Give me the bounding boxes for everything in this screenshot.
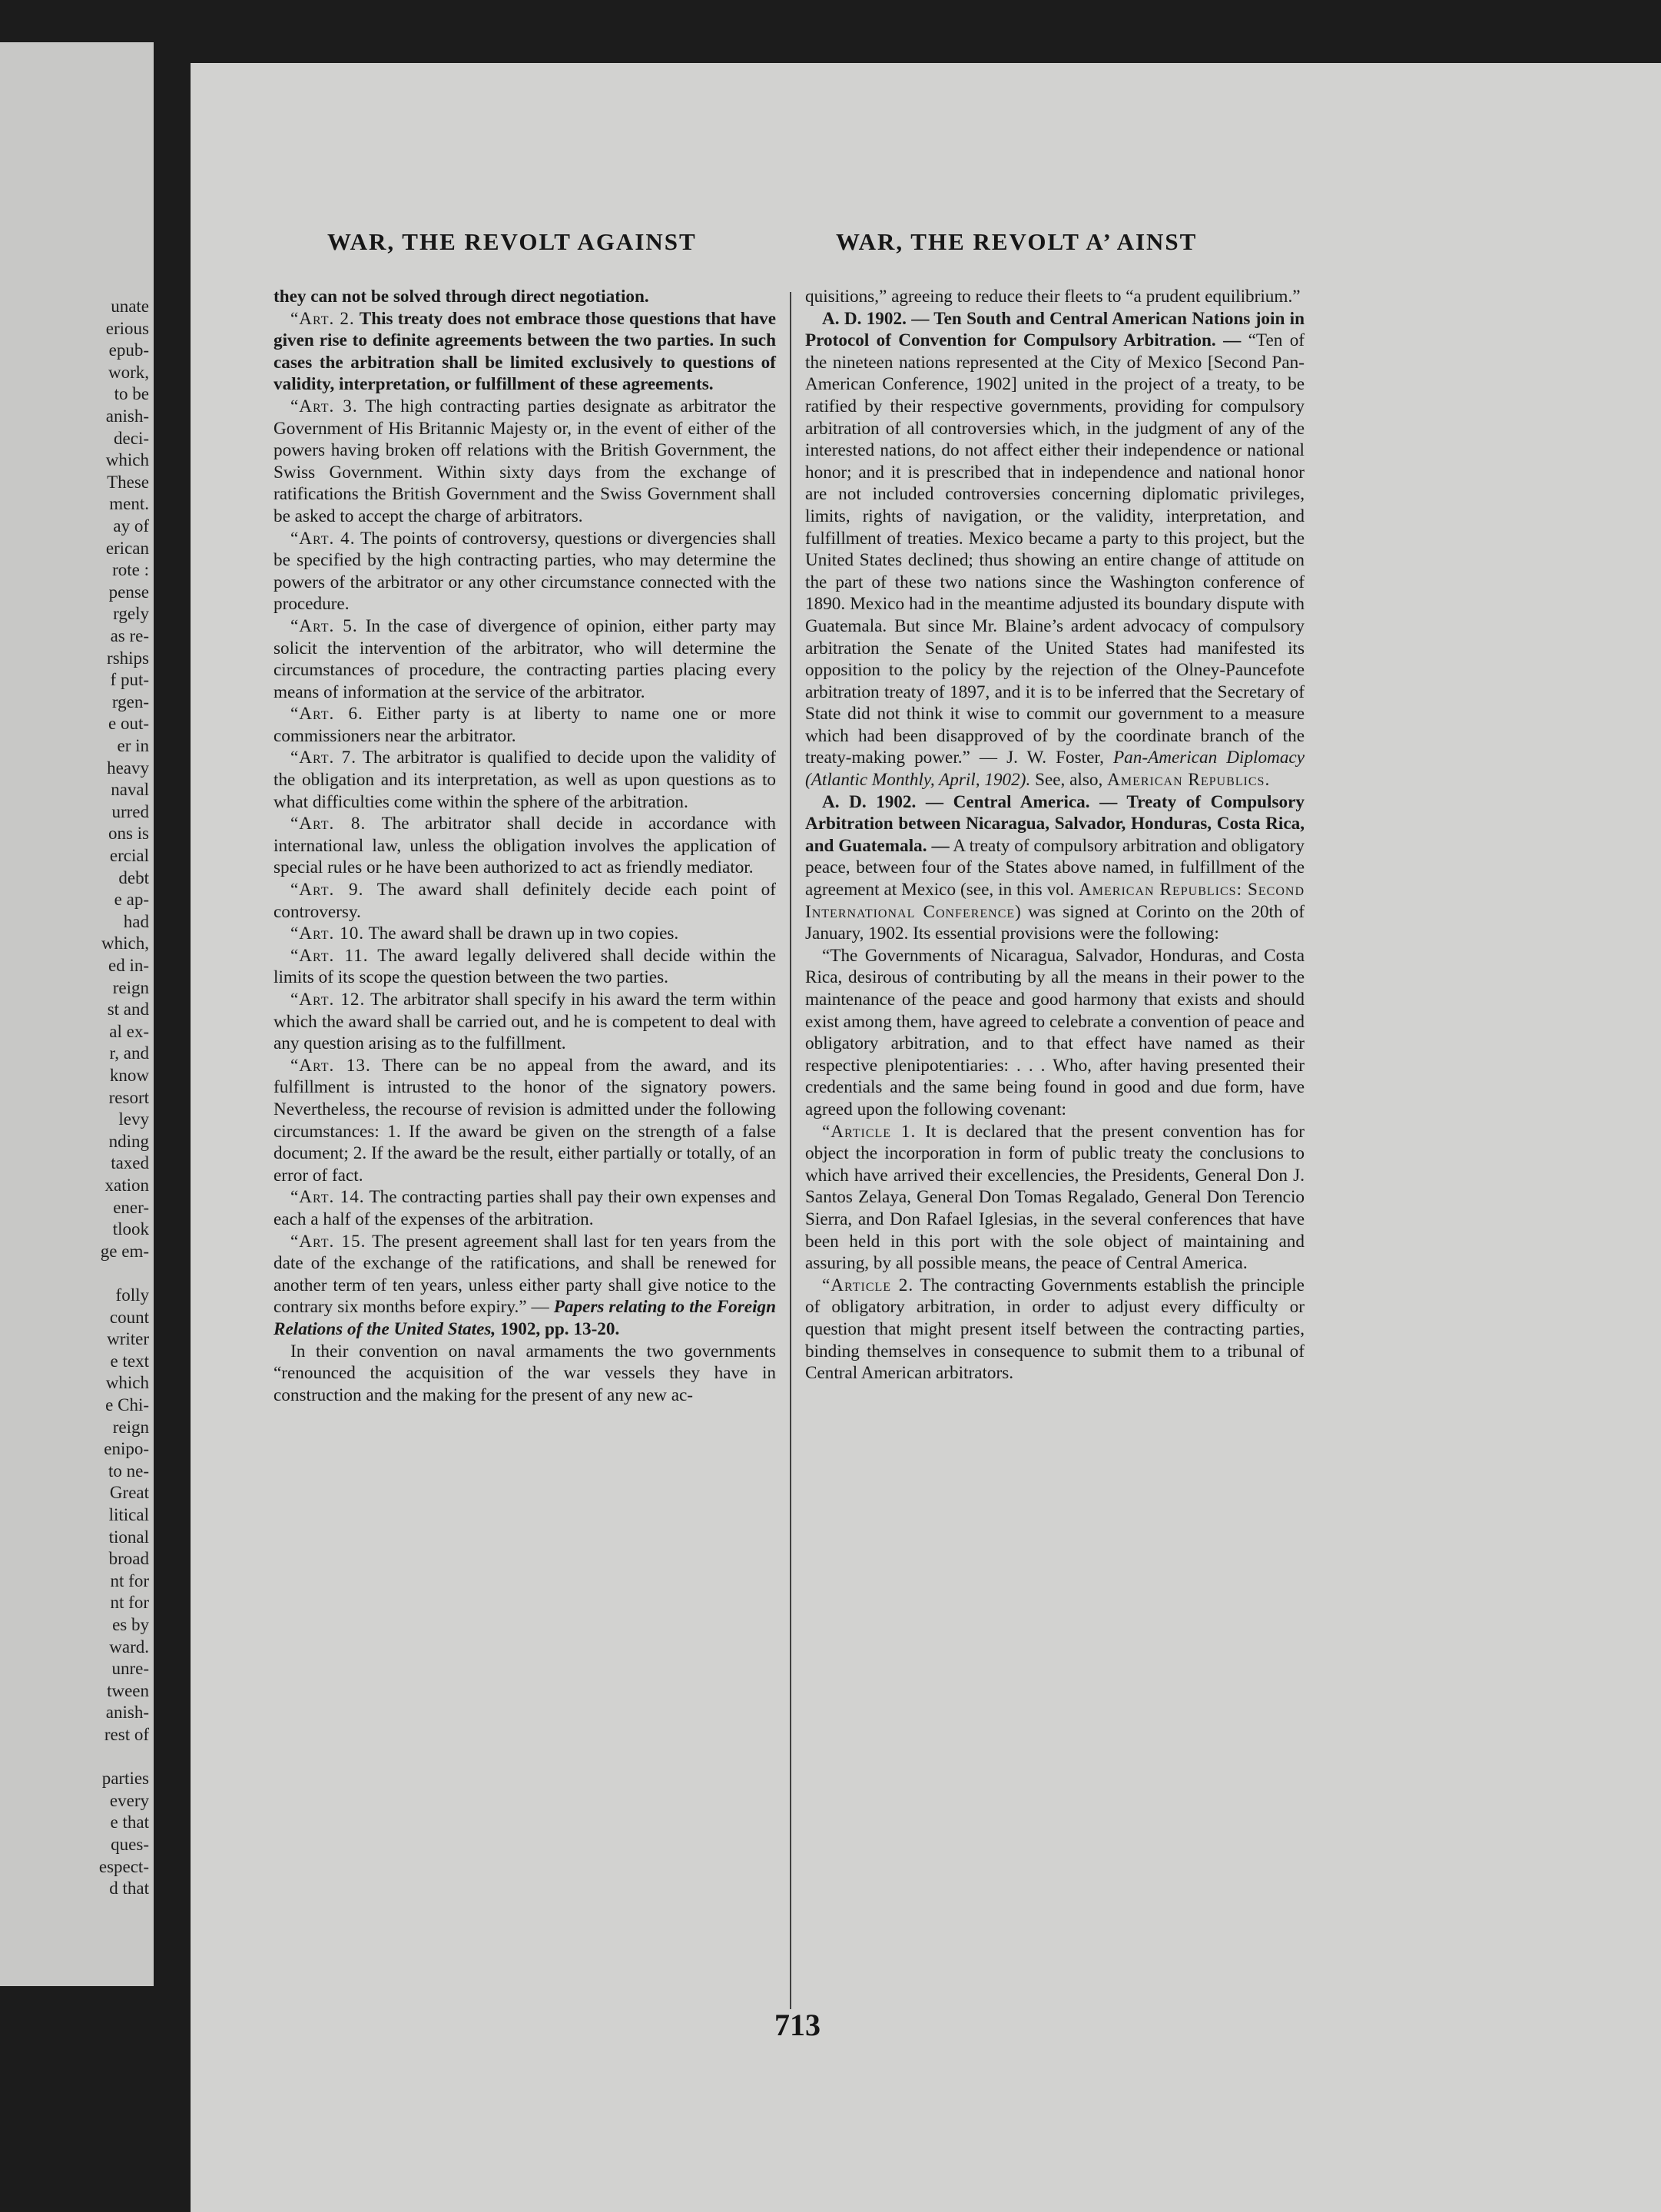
- running-head-left: WAR, THE REVOLT AGAINST: [327, 228, 697, 255]
- facing-page-line: deci-: [114, 428, 149, 448]
- article-6: [274, 703, 776, 747]
- facing-page-line: ward.: [109, 1637, 149, 1657]
- facing-page-line: nt for: [110, 1593, 149, 1613]
- facing-page-line: rest of: [104, 1725, 149, 1744]
- facing-page-line: heavy: [107, 758, 149, 778]
- quoted-preamble: “The Governments of Nicaragua, Salvador, Honduras, and Costa Rica, desirous of contributing by all the means in their power to the maintenance of the peace and good harmony that exists and should exist among them, have agreed to celebrate a convention of peace and obligatory arbitration, and to that effect have named as their respective plenipotentiaries: . . . Who, after having presented their credentials and the same being found in good and due form, have agreed upon the following covenant:: [805, 945, 1305, 1119]
- cross-reference: American Republics: Second International Conference: [805, 880, 1305, 922]
- article-label: “Article 1.: [822, 1121, 917, 1142]
- facing-page-line: to be: [114, 384, 149, 404]
- facing-page-line: levy: [118, 1109, 149, 1129]
- article-text: In the case of divergence of opinion, either party may solicit the intervention of the arbitrator, who will determine the circumstances of procedure, the contracting parties placing every means of information at the service of the arbitrator.: [274, 615, 776, 702]
- article-text: There can be no appeal from the award, and its fulfillment is intrusted to the honor of the signatory powers. Nevertheless, the recourse of revision is admitted under the following circumstances: 1. If the award be given on the strength of a false document; 2. If the award be the result, either partially or totally, of an error of fact.: [274, 1055, 776, 1186]
- article-label: “Article 2.: [822, 1275, 914, 1295]
- article-14: [274, 1186, 776, 1230]
- facing-page-line: e that: [110, 1812, 149, 1832]
- facing-page-line: unre-: [111, 1659, 149, 1679]
- article-11: [274, 945, 776, 989]
- facing-page-line: which: [105, 450, 149, 470]
- article-label: “Art. 10.: [290, 924, 365, 944]
- facing-page-line: nt for: [110, 1570, 149, 1590]
- article-label: “Art. 3.: [290, 396, 358, 416]
- facing-page-line: anish-: [105, 1703, 149, 1723]
- article-label: “Art. 5.: [290, 615, 358, 636]
- article-label: “Art. 6.: [290, 704, 363, 725]
- article-10: [274, 923, 776, 945]
- article-label: “Art. 9.: [290, 880, 364, 900]
- facing-page-line: writer: [107, 1329, 149, 1349]
- facing-page-line: st and: [107, 1000, 149, 1020]
- facing-page-line: rote :: [112, 560, 149, 580]
- column-divider: [790, 292, 791, 2009]
- facing-page-line: xation: [104, 1176, 149, 1195]
- entry-heading: A. D. 1902. — Central America. — Treaty of Compulsory Arbitration between Nicaragua, Salvador, Honduras, Costa Rica, and Guatemala. —: [805, 791, 1305, 856]
- facing-page-line: broad: [108, 1549, 149, 1569]
- facing-page-line: rgely: [113, 604, 149, 624]
- article-text: The present agreement shall last for ten years from the date of the exchange of the ratifications, and shall be renewed for another term of ten years, unless either party shall give notice to the contrary six months before expiry.” —: [274, 1231, 776, 1318]
- article-label: “Art. 4.: [290, 528, 356, 549]
- citation-pages: 1902, pp. 13-20.: [500, 1318, 620, 1339]
- article-text: The points of controversy, questions or divergencies shall be specified by the high contracting parties, who may determine the powers of the arbitrator or any other circumstance connected with the procedure.: [274, 528, 776, 615]
- article-8: [274, 813, 776, 879]
- facing-page-line: es by: [112, 1615, 149, 1634]
- facing-page-line: litical: [108, 1505, 149, 1524]
- entry-text: “Ten of the nineteen nations represented at the City of Mexico [Second Pan-American Conference, 1902] united in the project of a treaty, to be ratified by their respective governments, providing for compulsory arbitration of all controversies which, in the judgment of any of the interested nations, do not affect either their independence or national honor; and it is prescribed that in independence and national honor are not included controversies concerning diplomatic privileges, limits, rights of navigation, or the validity, interpretation, and fulfillment of treaties. Mexico became a party to this project, but the United States declined; thus showing an entire change of attitude on the part of these two nations since the Washington conference of 1890. Mexico had in the meantime adjusted its boundary dispute with Guatemala. But since Mr. Blaine’s ardent advocacy of compulsory arbitration the Senate of the United States had manifested its opposition to the policy by the rejection of the Olney-Pauncefote arbitration treaty of 1897, and it is to be inferred that the Secretary of State did not think it wise to commit our government to a measure which had been disapproved of by the coordinate branch of the treaty-making power.” — J. W. Foster,: [805, 330, 1305, 768]
- facing-page-line: reign: [112, 1417, 149, 1437]
- facing-page-line: folly: [115, 1285, 149, 1305]
- entry-1902-central-america: [805, 791, 1305, 945]
- facing-page-line: had: [123, 911, 149, 931]
- facing-page-line: which,: [101, 934, 149, 953]
- facing-page-line: rgen-: [111, 691, 149, 711]
- running-head-right: WAR, THE REVOLT A’ AINST: [836, 228, 1198, 255]
- article-text: The contracting parties shall pay their own expenses and each a half of the expenses of the arbitration.: [274, 1187, 776, 1229]
- left-column: [274, 286, 776, 1406]
- article-text: The arbitrator shall decide in accordance with international law, unless the obligation involves the application of special rules or he have been authorized to act as friendly mediator.: [274, 814, 776, 878]
- facing-page-line: er in: [117, 736, 149, 755]
- facing-page-line: d that: [109, 1879, 149, 1899]
- facing-page-line: parties: [101, 1769, 149, 1789]
- facing-page-line: as re-: [110, 626, 149, 645]
- facing-page-line: which: [105, 1373, 149, 1393]
- facing-page-line: ay of: [113, 516, 149, 536]
- facing-page-line: espect-: [98, 1856, 149, 1876]
- facing-page-line: f put-: [110, 670, 149, 690]
- citation: Pan-American Diplomacy (Atlantic Monthly, April, 1902).: [805, 748, 1305, 791]
- facing-page-line: ons is: [108, 824, 149, 844]
- article-label: “Art. 11.: [290, 945, 369, 966]
- article-text: The contracting Governments establish the principle of obligatory arbitration, in order to adjust every difficulty or question that might present itself between the contracting parties, binding themselves in consequence to submit them to a tribunal of Central American arbitrators.: [805, 1275, 1305, 1384]
- facing-page-line: ques-: [111, 1835, 149, 1854]
- facing-page-line: epub-: [108, 340, 149, 360]
- article-15: [274, 1231, 776, 1341]
- article-text: The award shall definitely decide each point of controversy.: [274, 880, 776, 922]
- facing-page-line: tional: [108, 1527, 149, 1547]
- entry-text: A treaty of compulsory arbitration and obligatory peace, between four of the States above named, in fulfillment of the agreement at Mexico (see, in this vol.: [805, 835, 1305, 900]
- article-text: Either party is at liberty to name one or more commissioners near the arbitrator.: [274, 704, 777, 746]
- facing-page-line: reign: [112, 977, 149, 997]
- facing-page-line: unate: [111, 297, 149, 316]
- article-label: “Art. 8.: [290, 814, 366, 834]
- article-text: The high contracting parties designate as arbitrator the Government of His Britannic Majesty or, in the event of either of the powers having broken off relations with the British Government, the Swiss Government. Within sixty days from the exchange of ratifications the British Government and the Swiss Government shall be asked to accept the charge of arbitrators.: [274, 396, 776, 526]
- article-label: “Art. 13.: [290, 1055, 371, 1076]
- facing-page-line: nding: [108, 1131, 149, 1151]
- facing-page-line: work,: [108, 362, 149, 382]
- article-label: “Art. 2.: [290, 308, 355, 329]
- article-text: The arbitrator is qualified to decide upon the validity of the obligation and its interpretation, as well as upon questions as to what difficulties come within the sphere of the arbitration.: [274, 748, 776, 812]
- facing-page-line: debt: [118, 867, 149, 887]
- article-label: “Art. 12.: [290, 990, 366, 1010]
- article-13: [274, 1055, 776, 1187]
- article-9: [274, 879, 776, 923]
- facing-page-line: rships: [107, 648, 149, 668]
- entry-heading: A. D. 1902. — Ten South and Central American Nations join in Protocol of Convention for Compulsory Arbitration. —: [805, 308, 1305, 351]
- facing-page-line: e out-: [108, 714, 149, 734]
- facing-page-line: know: [109, 1066, 149, 1085]
- right-column: [805, 286, 1305, 1385]
- facing-page-line: ment.: [109, 494, 149, 514]
- facing-page-line: count: [109, 1307, 149, 1327]
- article-5: [274, 615, 776, 703]
- facing-page-line: e Chi-: [105, 1395, 149, 1414]
- cross-reference: American Republics.: [1107, 770, 1271, 791]
- article-12: [274, 989, 776, 1055]
- article-2-right: [805, 1275, 1305, 1385]
- facing-page-edge: [0, 42, 154, 1986]
- facing-page-line: anish-: [105, 406, 149, 426]
- facing-page-line: enipo-: [104, 1439, 149, 1459]
- article-text: The award legally delivered shall decide within the limits of its scope the question between the two parties.: [274, 945, 776, 988]
- facing-page-line: every: [109, 1790, 149, 1810]
- article-3: [274, 396, 776, 528]
- entry-1902-protocol: [805, 308, 1305, 791]
- article-2: [274, 308, 776, 396]
- facing-page-line: e text: [110, 1351, 149, 1371]
- article-text: This treaty does not embrace those questions that have given rise to definite agreements between the two parties. In such cases the arbitration shall be limited exclusively to questions of validity, interpretation, or fulfillment of these agreements.: [274, 308, 777, 395]
- entry-text: ) was signed at Corinto on the 20th of January, 1902. Its essential provisions were the following:: [805, 901, 1305, 944]
- article-text: The award shall be drawn up in two copies.: [368, 924, 679, 944]
- facing-page-line: tlook: [112, 1219, 149, 1239]
- article-label: “Art. 14.: [290, 1187, 365, 1208]
- facing-page-line: taxed: [111, 1153, 149, 1173]
- facing-page-line: urred: [111, 801, 149, 821]
- article-text: The arbitrator shall specify in his award the term within which the award shall be carried out, and he is competent to deal with any question arising as to the fulfillment.: [274, 990, 776, 1054]
- paragraph: quisitions,” agreeing to reduce their fleets to “a prudent equilibrium.”: [805, 287, 1301, 307]
- facing-page-line: al ex-: [109, 1021, 149, 1041]
- facing-page-line: ge em-: [100, 1241, 149, 1261]
- facing-page-line: to ne-: [108, 1461, 149, 1481]
- facing-page-line: erican: [105, 538, 149, 558]
- facing-page-line: tween: [107, 1680, 149, 1700]
- facing-page-line: Great: [109, 1483, 149, 1503]
- facing-page-line: e ap-: [114, 890, 149, 910]
- book-page: [191, 63, 1661, 2212]
- facing-page-line: r, and: [109, 1043, 149, 1063]
- facing-page-line: resort: [108, 1087, 149, 1107]
- facing-page-line: ercial: [109, 846, 149, 865]
- page-number: 713: [774, 2008, 821, 2042]
- article-text: It is declared that the present convention has for object the incorporation in form of public treaty the conclusions to which have arrived their excellencies, the Presidents, General Don J. Santos Zelaya, General Don Tomas Regalado, General Don Terencio Sierra, and Don Rafael Iglesias, in the several conferences that have been held in this port with the sole object of maintaining and assuring, by all possible means, the peace of Central America.: [805, 1121, 1305, 1274]
- see-also: See, also,: [1035, 770, 1103, 791]
- article-7: [274, 747, 776, 813]
- facing-page-line: erious: [105, 318, 149, 338]
- paragraph: they can not be solved through direct negotiation.: [274, 287, 649, 307]
- facing-page-line: ed in-: [108, 956, 149, 975]
- paragraph: In their convention on naval armaments the two governments “renounced the acquisition of the war vessels they have in construction and the making for the present of any new ac-: [274, 1341, 776, 1405]
- facing-page-line: ener-: [113, 1197, 149, 1217]
- facing-page-line: pense: [108, 582, 149, 602]
- article-label: “Art. 7.: [290, 748, 356, 768]
- article-1: [805, 1121, 1305, 1275]
- article-4: [274, 528, 776, 615]
- citation: Papers relating to the Foreign Relations of the United States,: [274, 1297, 777, 1339]
- facing-page-line: These: [107, 472, 149, 492]
- article-label: “Art. 15.: [290, 1231, 366, 1252]
- facing-page-line: naval: [111, 780, 149, 800]
